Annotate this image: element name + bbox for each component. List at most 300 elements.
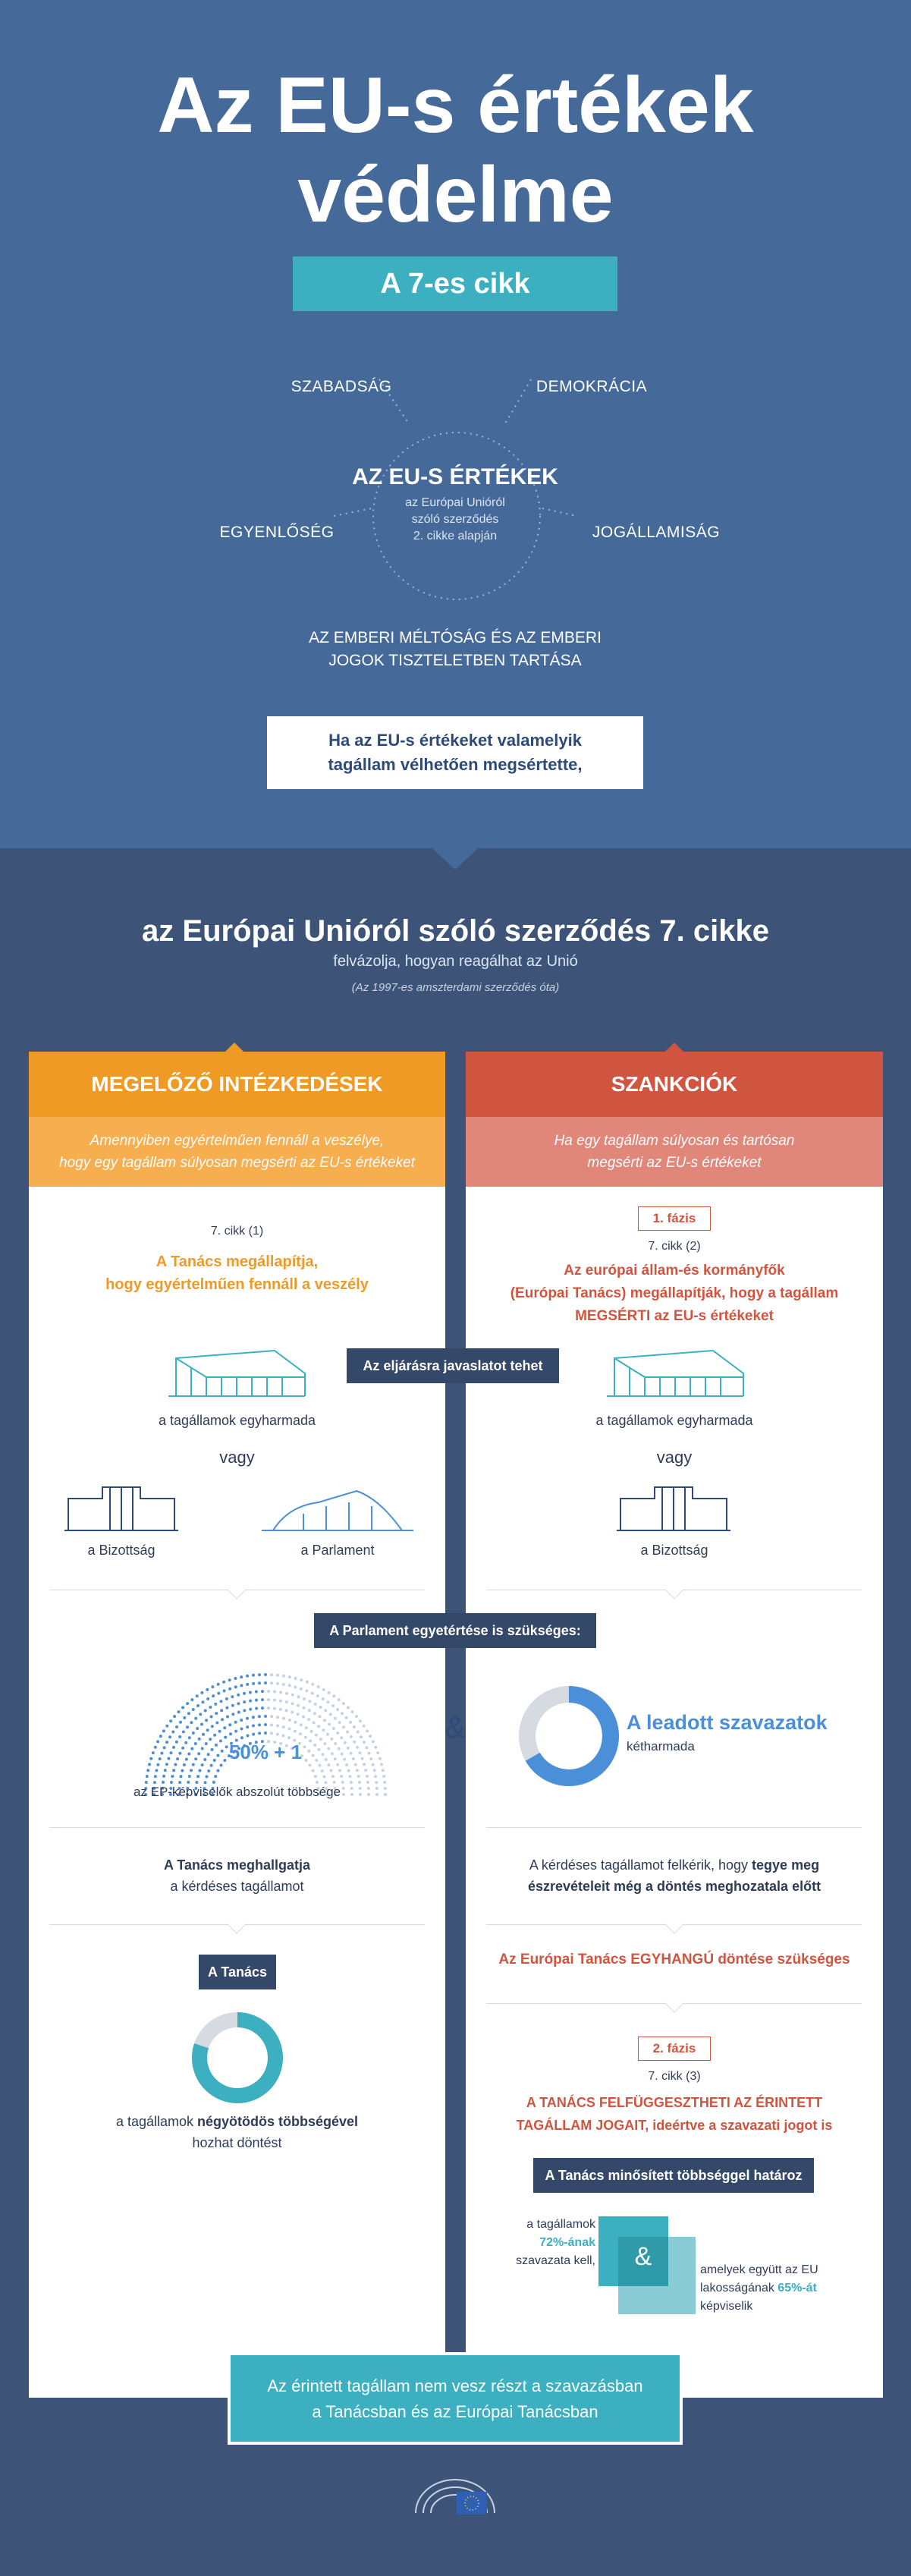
hemicycle-seat: [363, 1741, 366, 1744]
consent-tag: A Parlament egyetértése is szükséges:: [314, 1613, 596, 1648]
hemicycle-seat: [333, 1781, 336, 1784]
right-finding1: Az európai állam-és kormányfők: [564, 1263, 785, 1279]
hemicycle-seat: [305, 1689, 308, 1692]
hemicycle-seat: [350, 1735, 353, 1738]
hemicycle-seat: [234, 1685, 237, 1688]
hemicycle-seat: [372, 1763, 375, 1766]
value-dignity: [228, 627, 683, 672]
right-header-notch: [664, 1043, 685, 1053]
hemicycle-seat: [156, 1740, 159, 1743]
hemicycle-seat: [347, 1769, 350, 1772]
hemicycle-seat: [330, 1769, 333, 1772]
footer-box: [228, 2352, 683, 2445]
values-center-sub1: az Európai Unióról: [405, 496, 505, 509]
hemicycle-seat: [218, 1730, 221, 1733]
hemicycle-seat: [264, 1673, 267, 1676]
hemicycle-seat: [210, 1764, 213, 1767]
hemicycle-seat: [240, 1684, 243, 1687]
hemicycle-seat: [322, 1688, 325, 1691]
hemicycle-seat: [273, 1707, 276, 1710]
values-center-sub: [334, 495, 576, 545]
hemicycle-seat: [375, 1781, 378, 1784]
hemicycle-seat: [317, 1685, 320, 1688]
hemicycle-seat: [287, 1736, 291, 1739]
hemicycle-seat: [300, 1723, 303, 1726]
hemicycle-seat: [169, 1719, 172, 1722]
hemicycle-seat: [255, 1699, 258, 1702]
right-article-ref2: 7. cikk (3): [648, 2070, 701, 2083]
hemicycle-seat: [231, 1713, 234, 1716]
hemicycle-seat: [228, 1678, 231, 1681]
hemicycle-seat: [206, 1688, 209, 1691]
hemicycle-seat: [285, 1692, 288, 1695]
hemicycle-seat: [322, 1697, 325, 1700]
hemicycle-seat: [336, 1731, 339, 1735]
hemicycle-seat: [303, 1697, 306, 1700]
hemicycle-seat: [220, 1764, 223, 1767]
left-finding2: hogy egyértelműen fennáll a veszély: [105, 1276, 369, 1293]
hemicycle-seat: [331, 1775, 335, 1778]
hemicycle-seat: [196, 1727, 199, 1730]
hemicycle-seat: [205, 1719, 208, 1722]
hemicycle-seat: [334, 1742, 337, 1745]
hemicycle-seat: [273, 1691, 276, 1694]
hemicycle-seat: [149, 1757, 152, 1760]
hemicycle-seat: [369, 1735, 372, 1738]
footer-line2: a Tanácsban és az Európai Tanácsban: [312, 2402, 598, 2421]
hemicycle-seat: [164, 1769, 167, 1772]
hemicycle-seat: [252, 1682, 255, 1685]
left-third-states: a tagállamok egyharmada: [158, 1413, 316, 1428]
right-finding2: (Európai Tanács) megállapítják, hogy a tagállam: [510, 1285, 839, 1301]
hemicycle-seat: [328, 1691, 331, 1694]
hemicycle-seat: [240, 1728, 243, 1731]
hemicycle-seat: [310, 1730, 313, 1733]
left-decision2: hozhat döntést: [192, 2135, 282, 2150]
section-arrow: [432, 848, 478, 870]
right-commission: a Bizottság: [640, 1543, 708, 1558]
hemicycle-seat: [152, 1751, 155, 1754]
four-fifths-donut: [188, 2008, 287, 2107]
hemicycle-seat: [350, 1752, 353, 1755]
hemicycle-seat: [190, 1769, 193, 1772]
hemicycle-seat: [279, 1708, 282, 1711]
right-council-building-icon: [599, 1343, 751, 1404]
hemicycle-seat: [207, 1769, 210, 1772]
qmv-ampersand: &: [634, 2242, 652, 2271]
hemicycle-seat: [321, 1769, 324, 1772]
hemicycle-seat: [249, 1700, 252, 1703]
hemicycle-seat: [350, 1781, 353, 1784]
hemicycle-seat: [225, 1706, 228, 1709]
value-dignity-line2: JOGOK TISZTELETBEN TARTÁSA: [328, 652, 582, 669]
hemicycle-seat: [380, 1763, 383, 1766]
hemicycle-seat: [312, 1769, 315, 1772]
hemicycle-seat: [342, 1702, 345, 1705]
hemicycle-seat: [155, 1769, 158, 1772]
hemicycle-seat: [209, 1706, 212, 1709]
hemicycle-seat: [306, 1681, 309, 1684]
hemicycle-seat: [376, 1751, 379, 1754]
hemicycle-seat: [258, 1723, 261, 1726]
hemicycle-seat: [288, 1675, 291, 1678]
ep-hemicycle: [137, 1669, 394, 1798]
hemicycle-seat: [202, 1700, 205, 1703]
hemicycle-seat: [188, 1775, 191, 1778]
hemicycle-seat: [264, 1715, 267, 1718]
hemicycle-seat: [291, 1702, 294, 1705]
hemicycle-seat: [175, 1741, 178, 1744]
hemicycle-seat: [154, 1746, 157, 1749]
hemicycle-seat: [273, 1699, 276, 1702]
qmv-left1: a tagállamok: [526, 2218, 595, 2231]
hemicycle-seat: [178, 1735, 181, 1738]
hemicycle-seat: [315, 1734, 318, 1737]
hemicycle-seat: [288, 1728, 291, 1731]
hemicycle-seat: [212, 1781, 215, 1784]
hemicycle-seat: [240, 1736, 243, 1739]
right-ask: [485, 1854, 863, 1897]
hemicycle-seat: [288, 1684, 291, 1687]
right-or: vagy: [656, 1448, 693, 1467]
hemicycle-seat: [314, 1703, 317, 1706]
hemicycle-seat: [363, 1763, 366, 1766]
right-sub1: Ha egy tagállam súlyosan és tartósan: [554, 1133, 795, 1149]
hemicycle-seat: [246, 1725, 249, 1728]
hemicycle-seat: [352, 1757, 355, 1760]
hemicycle-seat: [294, 1730, 297, 1733]
qmv-left-text: [470, 2216, 595, 2270]
hemicycle-seat: [308, 1709, 311, 1712]
hemicycle-seat: [382, 1775, 385, 1778]
hemicycle-seat: [162, 1775, 165, 1778]
hemicycle-seat: [243, 1709, 246, 1712]
left-header-notch: [224, 1043, 245, 1053]
hemicycle-seat: [168, 1757, 171, 1760]
hemicycle-seat: [190, 1698, 193, 1701]
hemicycle-seat: [279, 1691, 282, 1694]
hemicycle-seat: [199, 1769, 202, 1772]
qmv-left2: 72%-ának: [539, 2236, 595, 2249]
hemicycle-seat: [211, 1725, 214, 1728]
value-freedom: SZABADSÁG: [291, 378, 392, 395]
hemicycle-seat: [178, 1781, 181, 1784]
hemicycle-seat: [240, 1675, 243, 1678]
hemicycle-seat: [316, 1694, 319, 1697]
left-or: vagy: [219, 1448, 255, 1467]
qmv-right3: képviselik: [700, 2300, 753, 2313]
value-democracy: DEMOKRÁCIA: [536, 378, 648, 395]
hemicycle-seat: [216, 1769, 219, 1772]
hemicycle-seat: [336, 1708, 339, 1711]
hemicycle-seat: [299, 1732, 302, 1735]
hemicycle-seat: [182, 1731, 185, 1734]
hemicycle-seat: [294, 1721, 297, 1724]
hemicycle-seat: [249, 1691, 252, 1694]
hemicycle-seat: [212, 1694, 215, 1697]
left-finding: [29, 1250, 445, 1296]
hemicycle-seat: [374, 1746, 377, 1749]
hemicycle-seat: [181, 1769, 184, 1772]
hemicycle-seat: [359, 1719, 362, 1722]
hemicycle-seat: [204, 1709, 207, 1713]
hemicycle-seat: [347, 1706, 350, 1709]
hemicycle-seat: [184, 1741, 187, 1744]
hemicycle-seat: [340, 1736, 343, 1739]
hemicycle-seat: [237, 1711, 240, 1714]
hemicycle-seat: [220, 1700, 223, 1703]
hemicycle-seat: [282, 1675, 285, 1678]
hemicycle-seat: [317, 1725, 320, 1728]
hemicycle-seat: [270, 1681, 273, 1684]
left-decision-pre: a tagállamok: [115, 2114, 198, 2129]
hemicycle-seat: [217, 1683, 220, 1686]
hemicycle-seat: [338, 1721, 341, 1724]
hemicycle-seat: [252, 1716, 255, 1719]
hemicycle-seat: [165, 1741, 168, 1744]
hemicycle-seat: [347, 1747, 350, 1750]
votes-sub: kétharmada: [627, 1739, 695, 1754]
hemicycle-seat: [300, 1687, 303, 1691]
hemicycle-seat: [313, 1712, 316, 1715]
hemicycle-seat: [372, 1740, 375, 1743]
hemicycle-seat: [246, 1717, 249, 1720]
hemicycle-seat: [196, 1694, 199, 1697]
hemicycle-seat: [200, 1691, 203, 1694]
hemicycle-seat: [258, 1731, 261, 1735]
qmv-left3: szavazata kell,: [516, 2254, 595, 2267]
qmv-right2-pre: lakosságának: [700, 2282, 778, 2294]
left-council-tag: A Tanács: [199, 1955, 276, 1989]
hemicycle-seat: [353, 1741, 356, 1744]
hemicycle-seat: [291, 1694, 294, 1697]
european-parliament-logo: [413, 2475, 498, 2519]
hemicycle-seat: [234, 1677, 237, 1680]
article-title: az Európai Unióról szóló szerződés 7. cikke: [142, 914, 769, 948]
left-sub1: Amennyiben egyértelműen fennáll a veszélye,: [90, 1133, 385, 1149]
hemicycle-seat: [160, 1752, 163, 1755]
hemicycle-seat: [171, 1731, 174, 1734]
hemicycle-seat: [255, 1691, 258, 1694]
hemicycle-seat: [159, 1735, 162, 1738]
hemicycle-seat: [183, 1763, 186, 1766]
hemicycle-seat: [332, 1694, 335, 1697]
hemicycle-seat: [247, 1735, 250, 1738]
intro-box: [267, 716, 643, 789]
hemicycle-seat: [276, 1682, 279, 1685]
hemicycle-seat: [379, 1757, 382, 1760]
hemicycle-seat: [234, 1721, 237, 1724]
hemicycle-seat: [196, 1704, 199, 1707]
hemicycle-seat: [270, 1731, 273, 1735]
hemicycle-seat: [206, 1697, 209, 1700]
hemicycle-seat: [206, 1728, 209, 1731]
hemicycle-seat: [361, 1757, 364, 1760]
hemicycle-seat: [185, 1758, 188, 1761]
qmv-right-text: [700, 2261, 875, 2316]
right-finding: [466, 1260, 883, 1328]
hemicycle-seat: [338, 1747, 341, 1750]
right-commission-building-icon: [613, 1476, 734, 1536]
hemicycle-seat: [226, 1716, 229, 1719]
left-decision-bold: négyötödös többségével: [197, 2114, 359, 2129]
hemicycle-seat: [351, 1710, 354, 1713]
hemicycle-seat: [324, 1781, 327, 1784]
hemicycle-seat: [206, 1776, 209, 1779]
article-note: (Az 1997-es amszterdami szerződés óta): [351, 981, 560, 994]
hemicycle-seat: [291, 1711, 294, 1714]
subtitle-badge: A 7-es cikk: [293, 256, 617, 311]
hemicycle-seat: [192, 1708, 195, 1711]
hemicycle-seat: [221, 1718, 224, 1721]
hemicycle-seat: [215, 1712, 218, 1715]
hemicycle-seat: [366, 1781, 369, 1784]
consent-ampersand: &: [445, 1711, 466, 1744]
hemicycle-seat: [357, 1731, 360, 1734]
hemicycle-seat: [146, 1775, 149, 1778]
hemicycle-seat: [354, 1763, 357, 1766]
hemicycle-seat: [195, 1781, 198, 1784]
hemicycle-seat: [162, 1729, 165, 1732]
hemicycle-seat: [222, 1681, 225, 1684]
qmv-right1: amelyek együtt az EU: [700, 2263, 818, 2276]
right-phase1: 1. fázis: [638, 1206, 711, 1231]
left-sub2: hogy egy tagállam súlyosan megsérti az EU-s értékeket: [59, 1155, 415, 1171]
hemicycle-seat: [297, 1704, 300, 1707]
hemicycle-seat: [199, 1713, 202, 1716]
hemicycle-seat: [332, 1727, 335, 1730]
hemicycle-seat: [170, 1781, 173, 1784]
hemicycle-seat: [303, 1706, 306, 1709]
hemicycle-seat: [267, 1706, 270, 1709]
hemicycle-seat: [264, 1681, 267, 1684]
hemicycle-seat: [369, 1757, 372, 1760]
hemicycle-seat: [211, 1685, 214, 1688]
hemicycle-seat: [300, 1678, 303, 1681]
hemicycle-seat: [172, 1746, 175, 1749]
hemicycle-seat: [215, 1722, 218, 1725]
hemicycle-seat: [353, 1725, 356, 1728]
hemicycle-seat: [187, 1753, 190, 1756]
right-suspend: [466, 2091, 883, 2137]
right-phase2: 2. fázis: [638, 2037, 711, 2061]
hemicycle-seat: [322, 1728, 325, 1731]
hemicycle-seat: [223, 1726, 226, 1729]
hemicycle-seat: [288, 1719, 291, 1722]
hemicycle-seat: [190, 1747, 193, 1750]
two-thirds-donut: [516, 1683, 622, 1789]
hemicycle-seat: [327, 1700, 330, 1703]
hemicycle-seat: [194, 1717, 197, 1720]
hemicycle-seat: [341, 1753, 344, 1756]
hemicycle-seat: [318, 1764, 321, 1767]
hemicycle-seat: [229, 1732, 232, 1735]
value-dignity-line1: AZ EMBERI MÉLTÓSÁG ÉS AZ EMBERI: [309, 629, 602, 646]
hemicycle-seat: [246, 1683, 249, 1686]
left-hearing: [29, 1854, 445, 1897]
hemicycle-seat: [249, 1708, 252, 1711]
right-unanimous: Az Európai Tanács EGYHANGÚ döntése szükséges: [498, 1952, 850, 1967]
hemicycle-seat: [261, 1690, 264, 1693]
hemicycle-seat: [343, 1758, 346, 1761]
hemicycle-seat: [213, 1734, 216, 1737]
hemicycle-seat: [307, 1718, 310, 1721]
hemicycle-seat: [267, 1690, 270, 1693]
hemicycle-seat: [237, 1694, 240, 1697]
hemicycle-seat: [276, 1733, 279, 1736]
hemicycle-seat: [383, 1781, 386, 1784]
right-finding3: MEGSÉRTI az EU-s értékeket: [575, 1308, 774, 1324]
right-third-states: a tagállamok egyharmada: [595, 1413, 753, 1428]
hemicycle-seat: [336, 1763, 339, 1766]
hemicycle-seat: [364, 1769, 367, 1772]
hemicycle-seat: [355, 1715, 358, 1718]
hemicycle-seat: [345, 1763, 348, 1766]
hemicycle-seat: [341, 1712, 344, 1715]
hemicycle-seat: [187, 1781, 190, 1784]
hemicycle-seat: [328, 1723, 331, 1726]
right-suspend1: A TANÁCS FELFÜGGESZTHETI AZ ÉRINTETT: [526, 2095, 823, 2110]
hemicycle-seat: [334, 1757, 337, 1760]
hemicycle-seat: [192, 1731, 195, 1735]
hemicycle-seat: [217, 1692, 220, 1695]
hemicycle-seat: [243, 1700, 246, 1703]
hemicycle-seat: [145, 1781, 148, 1784]
hemicycle-seat: [349, 1721, 352, 1724]
hemicycle-seat: [258, 1681, 261, 1684]
values-center-sub3: 2. cikke alapján: [413, 530, 498, 543]
left-hearing1: A Tanács meghallgatja: [163, 1857, 311, 1873]
right-header: SZANKCIÓK: [466, 1052, 883, 1117]
ep-majority-value: 50% + 1: [228, 1741, 303, 1763]
hemicycle-seat: [270, 1715, 273, 1718]
hemicycle-seat: [210, 1716, 213, 1719]
hemicycle-seat: [324, 1709, 327, 1713]
hemicycle-seat: [187, 1712, 190, 1715]
right-sub2: megsérti az EU-s értékeket: [587, 1155, 762, 1171]
right-ask-bold2: észrevételeit még a döntés meghozatala előtt: [527, 1879, 821, 1894]
hemicycle-seat: [165, 1763, 168, 1766]
left-decision: [29, 2111, 445, 2153]
commission-building-icon: [61, 1476, 182, 1536]
votes-title: A leadott szavazatok: [627, 1711, 828, 1734]
parliament-building-icon: [258, 1483, 417, 1536]
hemicycle-seat: [165, 1725, 168, 1728]
page-title-line1: Az EU-s értékek: [157, 61, 754, 149]
hemicycle-seat: [282, 1725, 285, 1728]
hemicycle-seat: [346, 1731, 349, 1734]
hemicycle-seat: [264, 1731, 267, 1735]
hemicycle-seat: [313, 1722, 316, 1725]
article-subtitle: felvázolja, hogyan reagálhat az Unió: [333, 953, 578, 970]
hemicycle-seat: [326, 1733, 329, 1736]
hemicycle-seat: [329, 1713, 332, 1716]
right-ask-bold1: tegye meg: [752, 1857, 820, 1873]
hemicycle-seat: [176, 1757, 179, 1760]
hemicycle-seat: [267, 1698, 270, 1701]
hemicycle-seat: [148, 1763, 151, 1766]
hemicycle-seat: [345, 1716, 348, 1719]
hemicycle-seat: [305, 1726, 308, 1729]
hemicycle-seat: [220, 1709, 223, 1712]
hemicycle-seat: [190, 1721, 193, 1724]
hemicycle-seat: [181, 1747, 184, 1750]
hemicycle-seat: [311, 1692, 314, 1695]
hemicycle-seat: [360, 1735, 363, 1738]
hemicycle-seat: [175, 1725, 178, 1728]
hemicycle-seat: [261, 1706, 264, 1709]
hemicycle-seat: [331, 1704, 335, 1707]
